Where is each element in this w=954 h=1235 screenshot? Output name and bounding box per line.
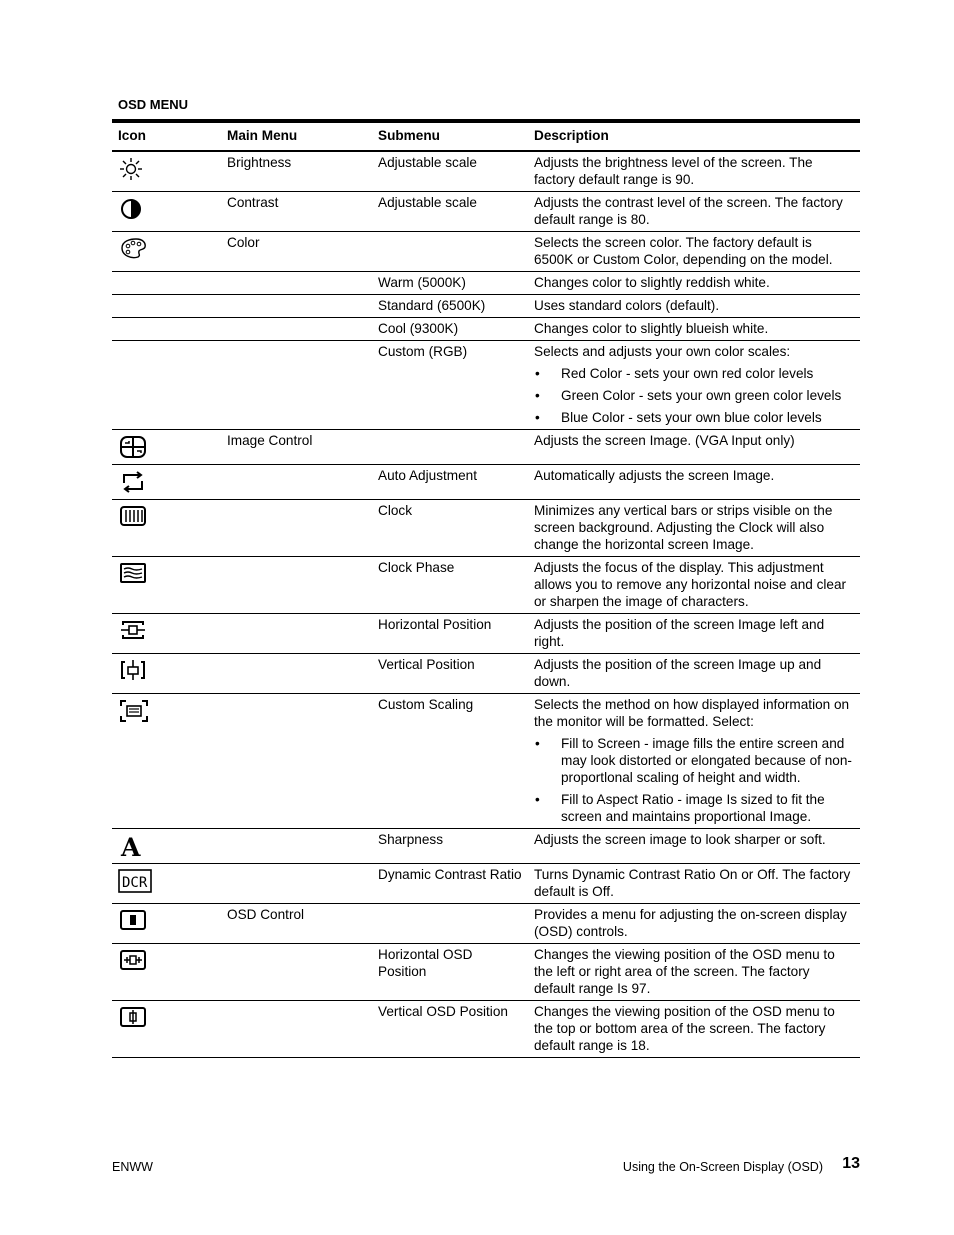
submenu-cell [372,904,528,944]
submenu-cell [372,614,528,654]
main-menu-cell [221,614,372,654]
svg-text:DCR: DCR [122,875,148,891]
table-row [112,295,860,318]
description-cell [528,465,860,500]
table-row [112,829,860,864]
section-title: OSD MENU [118,97,189,112]
submenu-cell-text: Vertical OSD Position [378,1004,508,1019]
table-row [112,232,860,272]
main-menu-cell-text [227,1001,366,1006]
page-number: 13 [842,1155,860,1172]
main-menu-cell [221,944,372,1001]
description-cell [528,829,860,864]
submenu-cell-text: Clock Phase [378,560,455,575]
description-text: Adjusts the position of the screen Image up and down. [534,657,822,689]
description-cell [528,654,860,694]
submenu-cell [372,151,528,192]
description-cell [528,192,860,232]
header-main-menu: Main Menu [221,121,372,151]
main-menu-cell [221,341,372,430]
icon-cell [112,272,221,295]
description-cell [528,295,860,318]
main-menu-cell-text [227,272,366,277]
main-menu-cell-text: Image Control [227,433,313,448]
table-row [112,465,860,500]
header-icon: Icon [112,121,221,151]
contrast-icon [118,196,144,222]
main-menu-cell [221,192,372,232]
svg-text:A: A [121,833,141,859]
footer-doc-code: ENWW [112,1160,153,1174]
vertical-position-icon [118,658,148,682]
description-text: Selects the method on how displayed information on the monitor will be formatted. Select: [534,697,850,729]
icon-cell [112,904,221,944]
bullet-item: • Red Color - sets your own red color levels [534,365,854,382]
main-menu-cell [221,557,372,614]
submenu-cell-text: Horizontal Position [378,617,492,632]
submenu-cell-text: Auto Adjustment [378,468,477,483]
description-text: Adjusts the contrast level of the screen. The factory default range is 80. [534,195,843,227]
submenu-cell-text: Adjustable scale [378,195,477,210]
table-row [112,430,860,465]
submenu-cell-text: Clock [378,503,412,518]
submenu-cell-text: Adjustable scale [378,155,477,170]
description-text: Provides a menu for adjusting the on-screen display (OSD) controls. [534,907,847,939]
horizontal-osd-position-icon [118,948,148,972]
image-control-icon [118,434,148,460]
main-menu-cell [221,694,372,829]
description-text: Minimizes any vertical bars or strips visible on the screen background. Adjusting the Clock will also change the horizontal screen Image. [534,503,833,552]
description-text: Adjusts the screen image to look sharper or soft. [534,832,826,847]
icon-cell [112,944,221,1001]
icon-cell [112,318,221,341]
description-text: Adjusts the focus of the display. This adjustment allows you to remove any horizontal noise and clear or sharpen the image of characters. [534,560,847,609]
icon-cell [112,295,221,318]
osd-control-icon [118,908,148,932]
icon-cell [112,430,221,465]
submenu-cell [372,465,528,500]
description-text: Automatically adjusts the screen Image. [534,468,775,483]
custom-scaling-icon [118,698,150,724]
submenu-cell [372,864,528,904]
table-row [112,341,860,430]
table-row [112,904,860,944]
submenu-cell [372,829,528,864]
description-text: Adjusts the brightness level of the screen. The factory default range is 90. [534,155,813,187]
main-menu-cell [221,430,372,465]
main-menu-cell [221,465,372,500]
submenu-cell-text: Sharpness [378,832,443,847]
table-row [112,192,860,232]
submenu-cell-text: Warm (5000K) [378,275,466,290]
horizontal-position-icon [118,618,148,642]
main-menu-cell [221,1001,372,1058]
description-text: Changes color to slightly blueish white. [534,321,769,336]
icon-cell [112,151,221,192]
bullet-item: • Blue Color - sets your own blue color levels [534,409,854,426]
main-menu-cell-text [227,829,366,834]
brightness-icon [118,156,144,182]
header-submenu: Submenu [372,121,528,151]
description-cell [528,904,860,944]
description-text: Changes the viewing position of the OSD menu to the left or right area of the screen. The factory default range Is 97. [534,947,835,996]
main-menu-cell-text: Color [227,235,260,250]
submenu-cell-text [378,904,522,909]
main-menu-cell [221,151,372,192]
icon-cell [112,614,221,654]
main-menu-cell-text [227,318,366,323]
auto-adjust-icon [118,469,148,495]
submenu-cell [372,295,528,318]
bullet-item: • Fill to Screen - image fills the entire screen and may look distorted or elongated because of non-proportlonal scaling of height and width. [534,735,854,786]
main-menu-cell-text [227,295,366,300]
icon-cell [112,654,221,694]
description-cell [528,272,860,295]
submenu-cell [372,1001,528,1058]
submenu-cell [372,232,528,272]
icon-cell [112,341,221,430]
description-cell [528,864,860,904]
submenu-cell [372,654,528,694]
main-menu-cell [221,904,372,944]
icon-cell [112,232,221,272]
main-menu-cell [221,318,372,341]
table-row [112,318,860,341]
bullet-item: • Fill to Aspect Ratio - image Is sized to fit the screen and maintains proportional Image. [534,791,854,825]
submenu-cell-text: Vertical Position [378,657,475,672]
description-text: Selects and adjusts your own color scales: [534,344,791,359]
main-menu-cell-text [227,944,366,949]
clock-icon [118,504,148,528]
table-row [112,694,860,829]
bullet-item: • Green Color - sets your own green color levels [534,387,854,404]
icon-cell [112,465,221,500]
description-cell [528,557,860,614]
main-menu-cell-text [227,614,366,619]
submenu-cell-text: Cool (9300K) [378,321,459,336]
submenu-cell-text: Standard (6500K) [378,298,486,313]
submenu-cell-text: Horizontal OSD Position [378,947,473,979]
table-row [112,500,860,557]
submenu-cell [372,192,528,232]
icon-cell [112,829,221,864]
icon-cell [112,694,221,829]
submenu-cell [372,944,528,1001]
clock-phase-icon [118,561,148,585]
description-cell [528,430,860,465]
description-text: Changes color to slightly reddish white. [534,275,770,290]
main-menu-cell-text: Brightness [227,155,292,170]
main-menu-cell-text [227,341,366,346]
vertical-osd-position-icon [118,1005,148,1029]
icon-cell [112,1001,221,1058]
main-menu-cell-text [227,694,366,699]
description-cell [528,1001,860,1058]
submenu-cell-text: Dynamic Contrast Ratio [378,867,522,882]
main-menu-cell-text [227,864,366,869]
submenu-cell [372,272,528,295]
submenu-cell-text [378,430,522,435]
main-menu-cell [221,654,372,694]
icon-cell [112,500,221,557]
dcr-icon [118,868,152,894]
main-menu-cell [221,272,372,295]
description-cell [528,944,860,1001]
description-text: Turns Dynamic Contrast Ratio On or Off. The factory default is Off. [534,867,851,899]
description-cell [528,318,860,341]
table-row [112,557,860,614]
description-cell [528,232,860,272]
description-text: Uses standard colors (default). [534,298,720,313]
main-menu-cell-text [227,465,366,470]
submenu-cell [372,318,528,341]
submenu-cell-text: Custom (RGB) [378,344,468,359]
description-cell [528,151,860,192]
description-cell [528,694,860,829]
table-row [112,151,860,192]
description-cell [528,500,860,557]
main-menu-cell-text: Contrast [227,195,279,210]
icon-cell [112,557,221,614]
main-menu-cell [221,864,372,904]
description-text: Adjusts the screen Image. (VGA Input only) [534,433,795,448]
description-cell [528,341,860,430]
color-palette-icon [118,236,148,260]
description-text: Changes the viewing position of the OSD menu to the top or bottom area of the screen. The factory default range is 18. [534,1004,835,1053]
icon-cell [112,192,221,232]
main-menu-cell [221,829,372,864]
table-row [112,272,860,295]
table-row [112,864,860,904]
main-menu-cell-text [227,557,366,562]
table-row [112,944,860,1001]
main-menu-cell [221,232,372,272]
sharpness-icon [118,833,146,859]
submenu-cell [372,694,528,829]
table-row [112,1001,860,1058]
main-menu-cell-text [227,500,366,505]
table-row [112,654,860,694]
header-description: Description [528,121,860,151]
submenu-cell-text: Custom Scaling [378,697,474,712]
osd-menu-table [112,119,860,1058]
submenu-cell [372,500,528,557]
description-text: Selects the screen color. The factory default is 6500K or Custom Color, depending on the model. [534,235,833,267]
submenu-cell [372,557,528,614]
description-cell [528,614,860,654]
main-menu-cell [221,500,372,557]
submenu-cell-text [378,232,522,237]
icon-cell [112,864,221,904]
description-text: Adjusts the position of the screen Image left and right. [534,617,825,649]
main-menu-cell-text: OSD Control [227,907,305,922]
submenu-cell [372,341,528,430]
footer-chapter-title: Using the On-Screen Display (OSD) [622,1160,823,1174]
main-menu-cell [221,295,372,318]
submenu-cell [372,430,528,465]
table-header-row [112,121,860,151]
main-menu-cell-text [227,654,366,659]
table-row [112,614,860,654]
